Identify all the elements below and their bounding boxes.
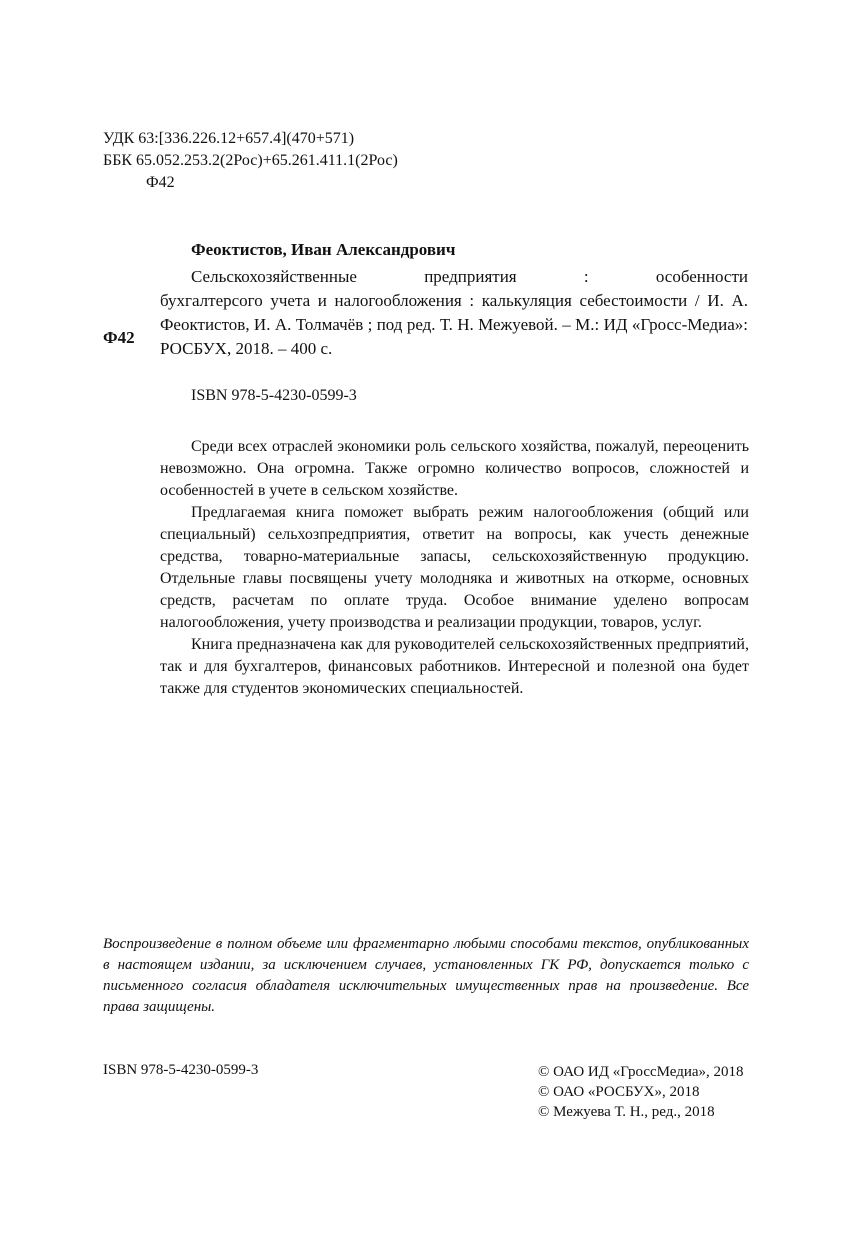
copyright-line: © Межуева Т. Н., ред., 2018 <box>538 1104 715 1120</box>
copyright-line: © ОАО ИД «ГроссМедиа», 2018 <box>538 1064 744 1080</box>
copyright-line: © ОАО «РОСБУХ», 2018 <box>538 1084 700 1100</box>
udk-code: УДК 63:[336.226.12+657.4](470+571) <box>103 130 355 147</box>
bibliographic-description: бухгалтерсого учета и налогообложения : калькуляция себестоимости / И. А. Феоктистов, И. А. Толмачёв ; под ред. Т. Н. Межуевой. – М.: ИД «Гросс-Медиа»: РОСБУХ, 2018. – 400 с. <box>160 291 748 358</box>
annotation-paragraph: Книга предназначена как для руководителей сельскохозяйственных предприятий, так и для бухгалтеров, финансовых работников. Интересной и полезной она будет также для студентов экономических специальностей. <box>160 636 749 697</box>
author-name: Феоктистов, Иван Александрович <box>191 240 456 259</box>
annotation-paragraph: Среди всех отраслей экономики роль сельского хозяйства, пожалуй, переоценить невозможно. Она огромна. Также огромно количество вопросов, сложностей и особенностей в учете в сельском хозяйстве. <box>160 438 749 499</box>
author-sign: Ф42 <box>146 174 175 191</box>
record-isbn: ISBN 978-5-4230-0599-3 <box>191 387 357 404</box>
legal-notice: Воспроизведение в полном объеме или фрагментарно любыми способами текстов, опубликованных в настоящем издании, за исключением случаев, установленных ГК РФ, допускается только с письменного согласия обладателя исключительных имущественных прав на произведение. Все права защищены. <box>103 936 749 1015</box>
classification-codes <box>103 128 523 194</box>
title-first-line: Сельскохозяйственные предприятия : особенности <box>191 267 748 286</box>
annotation <box>160 436 749 700</box>
footer-isbn: ISBN 978-5-4230-0599-3 <box>103 1062 259 1078</box>
copyright-list <box>538 1062 744 1122</box>
catalog-marker: Ф42 <box>103 328 135 347</box>
annotation-paragraph: Предлагаемая книга поможет выбрать режим налогообложения (общий или специальный) сельхозпредприятия, ответит на вопросы, как учесть денежные средства, товарно-материальные запасы, сельскохозяйственную продукцию. Отдельные главы посвящены учету молодняка и животных на откорме, основных средств, расчетам по оплате труда. Особое внимание уделено вопросам налогообложения, учету производства и реализации продукции, товаров, услуг. <box>160 504 749 631</box>
bbk-code: ББК 65.052.253.2(2Рос)+65.261.411.1(2Рос) <box>103 152 398 169</box>
